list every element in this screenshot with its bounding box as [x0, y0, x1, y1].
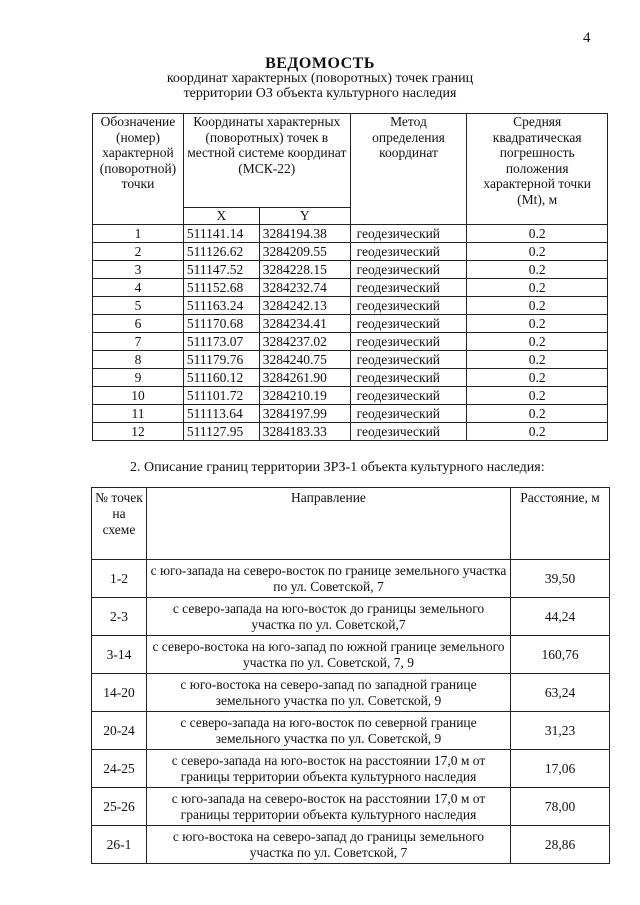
error-cell: 0.2	[467, 314, 608, 332]
coordinates-row	[93, 224, 608, 242]
distance-cell: 44,24	[511, 598, 610, 636]
direction-cell: с юго-востока на северо-запад по западной границе земельного участка по ул. Советской, 9	[146, 674, 510, 712]
boundary-row	[92, 674, 610, 712]
y-coordinate-cell: 3284232.74	[259, 278, 350, 296]
distance-cell: 39,50	[511, 560, 610, 598]
coordinates-row	[93, 296, 608, 314]
direction-cell: с северо-запада на юго-восток на расстоянии 17,0 м от границы территории объекта культурного наследия	[146, 750, 510, 788]
method-cell: геодезический	[350, 296, 467, 314]
point-number-cell: 4	[93, 278, 184, 296]
method-cell: геодезический	[350, 224, 467, 242]
error-cell: 0.2	[467, 422, 608, 440]
header-designation: Обозначение (номер) характерной (поворотной) точки	[93, 114, 184, 225]
method-cell: геодезический	[350, 242, 467, 260]
boundary-row	[92, 712, 610, 750]
y-coordinate-cell: 3284240.75	[259, 350, 350, 368]
header-y: Y	[259, 208, 350, 225]
x-coordinate-cell: 511113.64	[183, 404, 259, 422]
coordinates-row	[93, 242, 608, 260]
distance-cell: 28,86	[511, 826, 610, 864]
point-number-cell: 3	[93, 260, 184, 278]
boundary-row	[92, 788, 610, 826]
section-2-title: 2. Описание границ территории ЗРЗ-1 объекта культурного наследия:	[130, 460, 545, 475]
boundaries-table	[91, 487, 610, 864]
coordinates-row	[93, 422, 608, 440]
method-cell: геодезический	[350, 314, 467, 332]
direction-cell: с северо-востока на юго-запад по южной границе земельного участка по ул. Советской, 7, 9	[146, 636, 510, 674]
title-line-1: ВЕДОМОСТЬ	[265, 55, 375, 72]
point-number-cell: 1	[93, 224, 184, 242]
point-number-cell: 9	[93, 368, 184, 386]
coordinates-row	[93, 368, 608, 386]
document-title	[0, 56, 640, 101]
y-coordinate-cell: 3284209.55	[259, 242, 350, 260]
boundary-row	[92, 636, 610, 674]
coordinates-row	[93, 350, 608, 368]
header-direction: Направление	[146, 488, 510, 560]
direction-cell: с северо-запада на юго-восток по северной границе земельного участка по ул. Советской, 9	[146, 712, 510, 750]
header-method: Метод определения координат	[350, 114, 467, 225]
points-cell: 14-20	[92, 674, 147, 712]
x-coordinate-cell: 511141.14	[183, 224, 259, 242]
error-cell: 0.2	[467, 404, 608, 422]
method-cell: геодезический	[350, 368, 467, 386]
y-coordinate-cell: 3284237.02	[259, 332, 350, 350]
method-cell: геодезический	[350, 422, 467, 440]
direction-cell: с юго-востока на северо-запад до границы земельного участка по ул. Советской, 7	[146, 826, 510, 864]
method-cell: геодезический	[350, 260, 467, 278]
x-coordinate-cell: 511101.72	[183, 386, 259, 404]
point-number-cell: 10	[93, 386, 184, 404]
y-coordinate-cell: 3284194.38	[259, 224, 350, 242]
x-coordinate-cell: 511163.24	[183, 296, 259, 314]
error-cell: 0.2	[467, 260, 608, 278]
direction-cell: с юго-запада на северо-восток по границе земельного участка по ул. Советской, 7	[146, 560, 510, 598]
y-coordinate-cell: 3284228.15	[259, 260, 350, 278]
header-coordinates: Координаты характерных (поворотных) точек в местной системе координат (МСК-22)	[183, 114, 350, 208]
distance-cell: 78,00	[511, 788, 610, 826]
x-coordinate-cell: 511170.68	[183, 314, 259, 332]
coordinates-row	[93, 278, 608, 296]
x-coordinate-cell: 511147.52	[183, 260, 259, 278]
points-cell: 3-14	[92, 636, 147, 674]
error-cell: 0.2	[467, 296, 608, 314]
boundary-row	[92, 750, 610, 788]
distance-cell: 17,06	[511, 750, 610, 788]
y-coordinate-cell: 3284183.33	[259, 422, 350, 440]
point-number-cell: 2	[93, 242, 184, 260]
y-coordinate-cell: 3284261.90	[259, 368, 350, 386]
method-cell: геодезический	[350, 386, 467, 404]
point-number-cell: 7	[93, 332, 184, 350]
header-points: № точек на схеме	[92, 488, 147, 560]
coordinates-table	[92, 113, 608, 441]
x-coordinate-cell: 511160.12	[183, 368, 259, 386]
coordinates-row	[93, 386, 608, 404]
error-cell: 0.2	[467, 368, 608, 386]
x-coordinate-cell: 511173.07	[183, 332, 259, 350]
title-line-3: территории ОЗ объекта культурного наследия	[183, 86, 457, 101]
boundary-row	[92, 560, 610, 598]
coordinates-row	[93, 260, 608, 278]
point-number-cell: 5	[93, 296, 184, 314]
points-cell: 20-24	[92, 712, 147, 750]
header-error: Средняя квадратическая погрешность положения характерной точки (Mt), м	[467, 114, 608, 225]
points-cell: 1-2	[92, 560, 147, 598]
method-cell: геодезический	[350, 404, 467, 422]
distance-cell: 31,23	[511, 712, 610, 750]
point-number-cell: 12	[93, 422, 184, 440]
error-cell: 0.2	[467, 224, 608, 242]
header-x: X	[183, 208, 259, 225]
x-coordinate-cell: 511179.76	[183, 350, 259, 368]
coordinates-row	[93, 314, 608, 332]
method-cell: геодезический	[350, 332, 467, 350]
points-cell: 25-26	[92, 788, 147, 826]
y-coordinate-cell: 3284234.41	[259, 314, 350, 332]
point-number-cell: 11	[93, 404, 184, 422]
distance-cell: 160,76	[511, 636, 610, 674]
y-coordinate-cell: 3284197.99	[259, 404, 350, 422]
boundary-row	[92, 826, 610, 864]
x-coordinate-cell: 511152.68	[183, 278, 259, 296]
point-number-cell: 8	[93, 350, 184, 368]
points-cell: 26-1	[92, 826, 147, 864]
direction-cell: с северо-запада на юго-восток до границы земельного участка по ул. Советской,7	[146, 598, 510, 636]
page-number: 4	[583, 30, 591, 46]
coordinates-row	[93, 404, 608, 422]
error-cell: 0.2	[467, 278, 608, 296]
title-line-2: координат характерных (поворотных) точек границ	[166, 71, 474, 86]
error-cell: 0.2	[467, 386, 608, 404]
header-distance: Расстояние, м	[511, 488, 610, 560]
coordinates-row	[93, 332, 608, 350]
error-cell: 0.2	[467, 242, 608, 260]
error-cell: 0.2	[467, 332, 608, 350]
x-coordinate-cell: 511126.62	[183, 242, 259, 260]
error-cell: 0.2	[467, 350, 608, 368]
points-cell: 2-3	[92, 598, 147, 636]
distance-cell: 63,24	[511, 674, 610, 712]
y-coordinate-cell: 3284242.13	[259, 296, 350, 314]
points-cell: 24-25	[92, 750, 147, 788]
method-cell: геодезический	[350, 350, 467, 368]
direction-cell: с юго-запада на северо-восток на расстоянии 17,0 м от границы территории объекта культурного наследия	[146, 788, 510, 826]
point-number-cell: 6	[93, 314, 184, 332]
method-cell: геодезический	[350, 278, 467, 296]
x-coordinate-cell: 511127.95	[183, 422, 259, 440]
y-coordinate-cell: 3284210.19	[259, 386, 350, 404]
boundary-row	[92, 598, 610, 636]
